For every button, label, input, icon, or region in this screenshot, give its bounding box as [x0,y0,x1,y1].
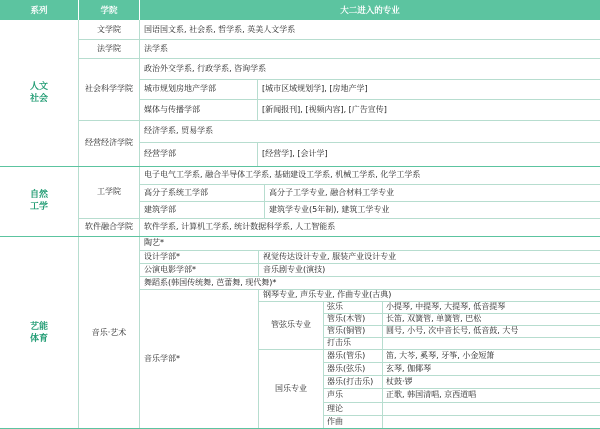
major-korean-music: 国乐专业 [275,384,307,393]
orch-instruments: 小提琴, 中提琴, 大提琴, 低音提琴 [386,302,506,311]
divider-v [323,301,324,429]
korean-instruments [386,402,596,415]
korean-section: 理论 [327,403,343,413]
orch-instruments [386,337,596,349]
majors-film: 音乐剧专业(演技) [263,264,326,274]
dept-dance: 舞蹈系(韩国传统舞, 芭蕾舞, 现代舞)* [144,277,277,287]
majors-music-row1: 钢琴专业, 声乐专业, 作曲专业(古典) [263,290,392,299]
korean-instruments: 玄琴, 伽倻琴 [386,363,432,373]
orch-section: 管乐(铜管) [327,326,366,335]
majors-eng-row1: 电子电气工学系, 融合半导体工学系, 基础建设工学系, 机械工学系, 化学工学系 [144,170,421,179]
group-science: 自然 工学 [29,190,48,212]
header-series: 系列 [0,0,78,20]
majors-polymer: 高分子工学专业, 融合材料工学专业 [269,187,395,197]
korean-section: 器乐(打击乐) [327,376,374,386]
dept-business: 经营学部 [144,149,176,158]
orch-instruments: 圆号, 小号, 次中音长号, 低音鼓, 大号 [386,326,519,335]
header-college: 学院 [79,0,139,20]
majors-architecture: 建筑学专业(5年制), 建筑工学专业 [269,204,390,214]
korean-instruments [386,415,596,428]
majors-design: 视觉传达设计专业, 服装产业设计专业 [263,251,397,261]
orch-section: 弦乐 [327,302,343,311]
dept-music: 音乐学部* [144,354,180,363]
divider-v [257,142,258,166]
majors-literature: 国语国文系, 社会系, 哲学系, 英美人文学系 [144,24,296,34]
dept-urban: 城市规划房地产学部 [144,84,216,93]
major-orchestra: 管弦乐专业 [271,320,311,329]
orch-instruments: 长笛, 双簧管, 单簧管, 巴松 [386,314,482,323]
college-literature: 文学院 [97,24,121,34]
korean-instruments: 正歌, 韩国清唱, 京西道唱 [386,390,477,399]
majors-urban: [城市区域规划学], [房地产学] [262,84,368,93]
divider-v [382,301,383,429]
college-business-econ: 经营经济学院 [85,138,133,147]
orch-section: 打击乐 [327,338,351,347]
korean-section: 器乐(管乐) [327,350,366,360]
dept-film: 公演电影学部* [144,264,196,274]
korean-instruments: 笛, 大芩, 奚琴, 牙筝, 小金短箫 [386,350,495,360]
majors-econ-row1: 经济学系, 贸易学系 [144,126,214,135]
majors-software: 软件学系, 计算机工学系, 统计数据科学系, 人工智能系 [144,222,336,231]
majors-media: [新闻报刊], [视频内容], [广告宣传] [262,104,387,114]
dept-architecture: 建筑学部 [144,204,176,214]
dept-ceramics: 陶艺* [144,238,164,247]
majors-business: [经营学], [会计学] [262,149,328,158]
header-majors: 大二进入的专业 [140,0,600,20]
dept-design: 设计学部* [144,251,180,261]
group-arts: 艺能 体育 [29,321,48,344]
group-humanities: 人文 社会 [29,82,48,104]
college-music-arts: 音乐·艺术 [91,327,127,337]
college-engineering: 工学院 [97,187,121,196]
korean-section: 作曲 [327,416,343,426]
dept-media: 媒体与传播学部 [144,104,200,114]
college-software: 软件融合学院 [85,222,133,231]
korean-section: 器乐(弦乐) [327,363,366,373]
majors-social-row1: 政治外交学系, 行政学系, 咨询学系 [144,63,267,73]
korean-section: 声乐 [327,390,343,399]
orch-section: 管乐(木管) [327,314,366,323]
dept-polymer: 高分子系统工学部 [144,187,208,197]
college-social-science: 社会科学学院 [85,84,133,93]
majors-law: 法学系 [144,43,168,53]
korean-instruments: 杖鼓·锣 [386,376,413,386]
college-law: 法学院 [97,43,121,53]
divider-v2 [139,20,140,429]
